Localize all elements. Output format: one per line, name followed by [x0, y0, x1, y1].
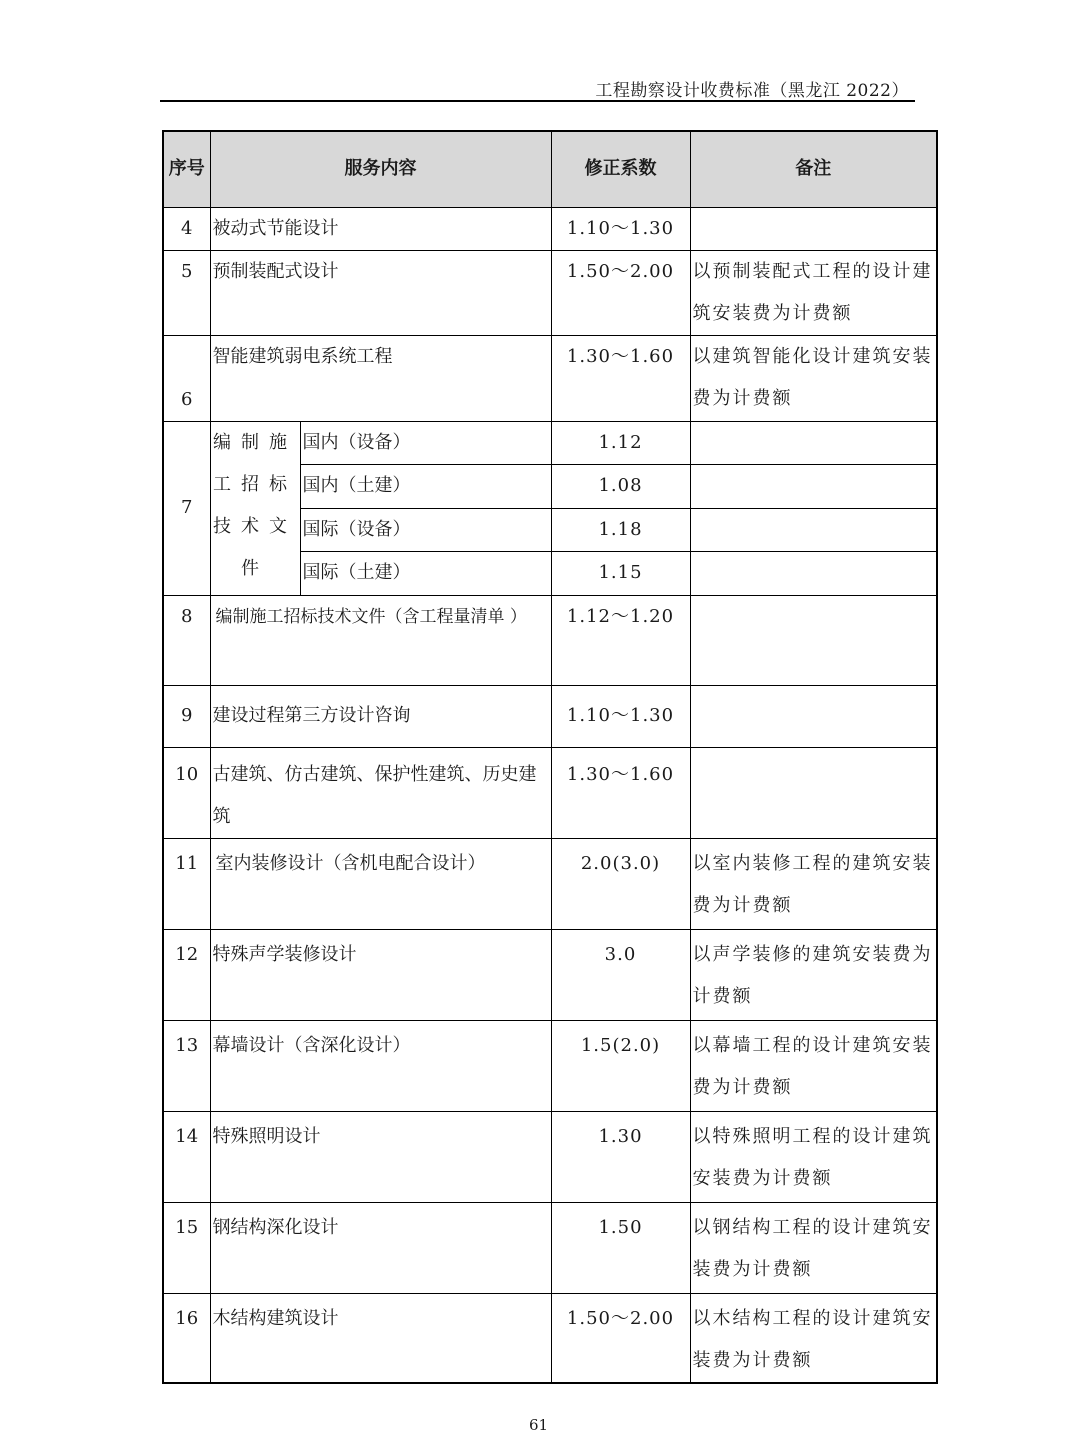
row-group-label: 编制施工招标技术文件 — [210, 421, 300, 595]
row-note: 以木结构工程的设计建筑安装费为计费额 — [690, 1293, 937, 1383]
row-note: 以钢结构工程的设计建筑安装费为计费额 — [690, 1202, 937, 1293]
row-note: 以建筑智能化设计建筑安装费为计费额 — [690, 335, 937, 421]
row-number: 12 — [163, 929, 210, 1020]
row-content: 建设过程第三方设计咨询 — [210, 685, 551, 747]
row-coefficient: 1.12 — [551, 421, 690, 464]
row-number: 10 — [163, 747, 210, 838]
table-row — [163, 1202, 937, 1293]
fee-correction-table — [162, 130, 938, 1384]
row-coefficient: 1.15 — [551, 551, 690, 595]
row-coefficient: 1.08 — [551, 464, 690, 508]
row-content: 编制施工招标技术文件（含工程量清单 ） — [210, 595, 551, 685]
row-coefficient: 1.50 — [551, 1202, 690, 1293]
table-row — [163, 1020, 937, 1111]
row-subitem: 国际（土建） — [300, 551, 551, 595]
row-content: 预制装配式设计 — [210, 250, 551, 335]
row-number: 6 — [163, 335, 210, 421]
row-content: 钢结构深化设计 — [210, 1202, 551, 1293]
row-coefficient: 2.0(3.0) — [551, 838, 690, 929]
header-content: 服务内容 — [210, 131, 551, 207]
row-note — [690, 508, 937, 551]
table-row — [163, 747, 937, 838]
row-note: 以预制装配式工程的设计建筑安装费为计费额 — [690, 250, 937, 335]
row-note: 以特殊照明工程的设计建筑安装费为计费额 — [690, 1111, 937, 1202]
row-content: 幕墙设计（含深化设计） — [210, 1020, 551, 1111]
table-row — [163, 685, 937, 747]
row-coefficient: 1.18 — [551, 508, 690, 551]
table-row — [163, 250, 937, 335]
row-number: 9 — [163, 685, 210, 747]
row-number: 5 — [163, 250, 210, 335]
row-note: 以声学装修的建筑安装费为计费额 — [690, 929, 937, 1020]
running-header-title: 工程勘察设计收费标准（黑龙江 2022） — [595, 81, 909, 101]
table-header-row — [163, 131, 937, 207]
row-coefficient: 1.12～1.20 — [551, 595, 690, 685]
header-rule — [160, 100, 915, 102]
row-content: 智能建筑弱电系统工程 — [210, 335, 551, 421]
row-coefficient: 1.50～2.00 — [551, 250, 690, 335]
row-content: 特殊照明设计 — [210, 1111, 551, 1202]
row-subitem: 国内（设备） — [300, 421, 551, 464]
row-number: 8 — [163, 595, 210, 685]
row-note — [690, 747, 937, 838]
row-number: 14 — [163, 1111, 210, 1202]
row-content: 特殊声学装修设计 — [210, 929, 551, 1020]
header-coef: 修正系数 — [551, 131, 690, 207]
page-number: 61 — [528, 1416, 549, 1434]
row-subitem: 国内（土建） — [300, 464, 551, 508]
row-note: 以幕墙工程的设计建筑安装费为计费额 — [690, 1020, 937, 1111]
row-note — [690, 551, 937, 595]
row-number: 15 — [163, 1202, 210, 1293]
table-row — [163, 1111, 937, 1202]
row-note: 以室内装修工程的建筑安装费为计费额 — [690, 838, 937, 929]
table-row — [163, 595, 937, 685]
row-note — [690, 595, 937, 685]
row-note — [690, 421, 937, 464]
table-row — [163, 838, 937, 929]
table-row — [163, 929, 937, 1020]
row-subitem: 国际（设备） — [300, 508, 551, 551]
row-note — [690, 685, 937, 747]
header-seq: 序号 — [163, 131, 210, 207]
table-row — [163, 207, 937, 250]
row-number: 16 — [163, 1293, 210, 1383]
row-note — [690, 464, 937, 508]
row-coefficient: 3.0 — [551, 929, 690, 1020]
row-content: 被动式节能设计 — [210, 207, 551, 250]
row-number: 11 — [163, 838, 210, 929]
row-content: 室内装修设计（含机电配合设计） — [210, 838, 551, 929]
row-content: 古建筑、仿古建筑、保护性建筑、历史建筑 — [210, 747, 551, 838]
row-number: 13 — [163, 1020, 210, 1111]
row-coefficient: 1.50～2.00 — [551, 1293, 690, 1383]
table-row — [163, 335, 937, 421]
table-row — [163, 1293, 937, 1383]
row-coefficient: 1.30 — [551, 1111, 690, 1202]
row-coefficient: 1.30～1.60 — [551, 747, 690, 838]
row-coefficient: 1.30～1.60 — [551, 335, 690, 421]
row-note — [690, 207, 937, 250]
row-coefficient: 1.10～1.30 — [551, 685, 690, 747]
row-coefficient: 1.5(2.0) — [551, 1020, 690, 1111]
row-number: 4 — [163, 207, 210, 250]
row-number: 7 — [163, 421, 210, 595]
table-row — [163, 421, 937, 464]
row-coefficient: 1.10～1.30 — [551, 207, 690, 250]
header-note: 备注 — [690, 131, 937, 207]
row-content: 木结构建筑设计 — [210, 1293, 551, 1383]
